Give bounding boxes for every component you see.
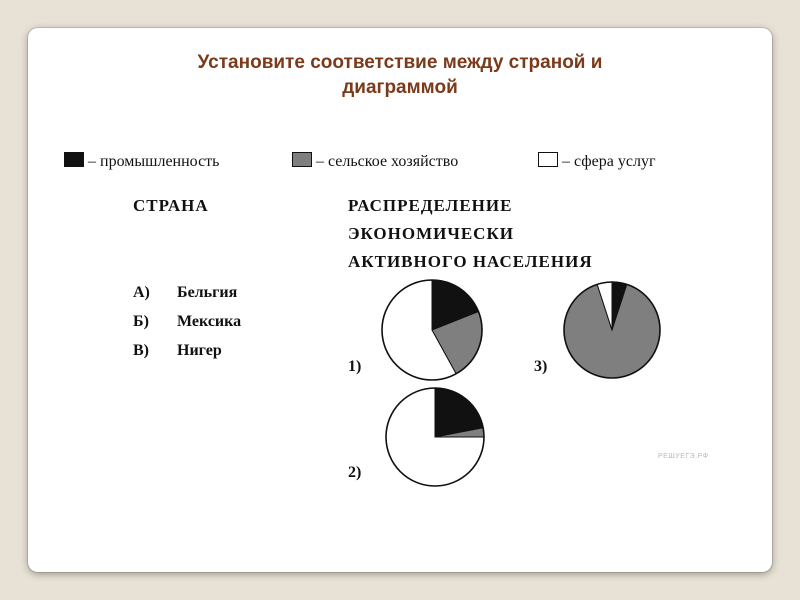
watermark: РЕШУЕГЭ.РФ [658,453,709,460]
country-letter: В) [133,342,149,359]
legend-item-agriculture [292,152,458,171]
pie-chart-1 [380,278,484,382]
pie-chart-2-label: 2) [348,464,362,481]
pie-chart-3-label: 3) [534,358,548,375]
legend-label-industry: – промышленность [88,153,220,170]
legend-item-services [538,152,656,171]
legend-label-services: – сфера услуг [562,153,656,170]
diagram-header-line-2: ЭКОНОМИЧЕСКИ [348,224,515,243]
country-letter: А) [133,284,150,301]
legend-swatch-industry [64,152,84,167]
slide-title [28,50,772,100]
legend-item-industry [64,152,219,171]
country-name: Бельгия [177,284,238,301]
country-name: Мексика [177,313,242,330]
legend-swatch-agriculture [292,152,312,167]
country-row [133,342,222,360]
diagram-header-line-1: РАСПРЕДЕЛЕНИЕ [348,196,513,215]
slide-title-line-2: диаграммой [342,77,458,98]
pie-chart-1-label: 1) [348,358,362,375]
country-letter: Б) [133,313,149,330]
country-row [133,284,237,302]
legend-label-agriculture: – сельское хозяйство [316,153,459,170]
pie-chart-3 [562,280,662,380]
country-row [133,313,241,331]
legend-swatch-services [538,152,558,167]
slide [28,28,772,572]
country-name: Нигер [177,342,222,359]
pie-chart-2 [384,386,486,488]
slide-title-line-1: Установите соответствие между страной и [197,52,603,73]
country-header: СТРАНА [133,196,209,215]
diagram-header-line-3: АКТИВНОГО НАСЕЛЕНИЯ [348,252,593,271]
